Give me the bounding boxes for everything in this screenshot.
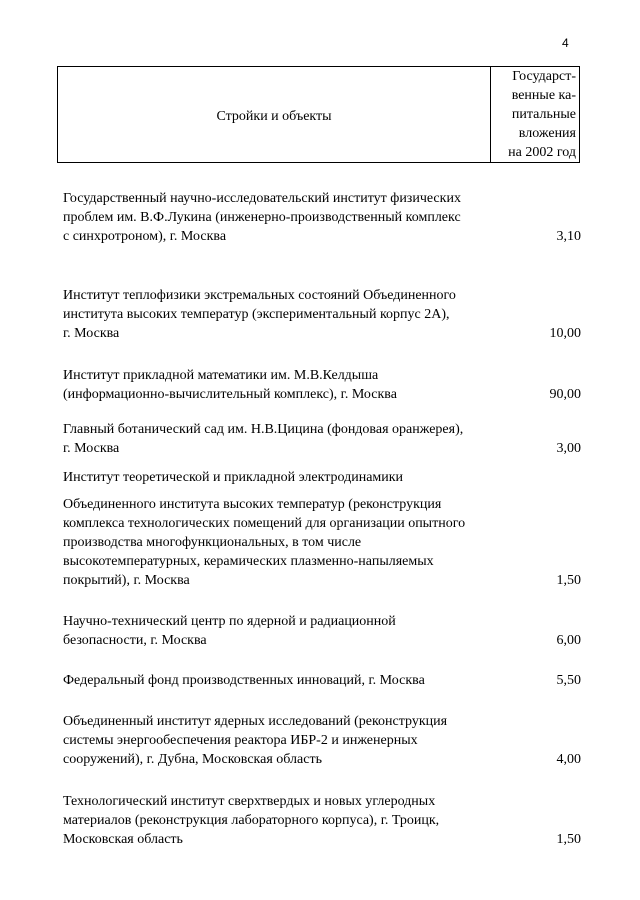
- row-name-line: Институт теоретической и прикладной электродинамики: [63, 470, 404, 485]
- header-value-line: на 2002 год: [508, 145, 576, 160]
- table-row: [63, 712, 581, 769]
- row-value: 3,10: [556, 229, 581, 244]
- header-value-line: венные ка-: [511, 88, 576, 103]
- table-row: [63, 189, 581, 246]
- row-value: 10,00: [549, 326, 581, 341]
- row-name: [63, 420, 503, 458]
- row-name-line: безопасности, г. Москва: [63, 633, 207, 648]
- row-name-line: (информационно-вычислительный комплекс), г. Москва: [63, 387, 397, 402]
- row-value: 1,50: [556, 832, 581, 847]
- row-name: [63, 612, 503, 650]
- row-name-line: г. Москва: [63, 441, 120, 456]
- row-value: 5,50: [556, 673, 581, 688]
- row-name-line: Государственный научно-исследовательский институт физических: [63, 191, 461, 206]
- row-name-line: г. Москва: [63, 326, 120, 341]
- row-value: 3,00: [556, 441, 581, 456]
- header-value-column: [491, 67, 579, 162]
- row-value: 90,00: [549, 387, 581, 402]
- header-value-line: питальные: [511, 107, 576, 122]
- row-name-line: Главный ботанический сад им. Н.В.Цицина (фондовая оранжерея),: [63, 422, 464, 437]
- row-name-line: Технологический институт сверхтвердых и новых углеродных: [63, 794, 436, 809]
- row-name: [63, 286, 503, 343]
- row-name-line: материалов (реконструкция лабораторного корпуса), г. Троицк,: [63, 813, 440, 828]
- table-header: [57, 66, 580, 163]
- row-name-line: Институт прикладной математики им. М.В.Келдыша: [63, 368, 379, 383]
- table-row: [63, 792, 581, 849]
- table-row: [63, 286, 581, 343]
- row-name: [63, 189, 503, 246]
- table-row: [63, 420, 581, 458]
- row-name-line: Объединенный институт ядерных исследований (реконструкция: [63, 714, 448, 729]
- row-name: [63, 366, 503, 404]
- page-number: 4: [562, 36, 569, 50]
- row-name-line: системы энергообеспечения реактора ИБР-2 и инженерных: [63, 733, 418, 748]
- row-name-line: высокотемпературных, керамических плазменно-напыляемых: [63, 554, 434, 569]
- row-name-line: Институт теплофизики экстремальных состояний Объединенного: [63, 288, 456, 303]
- row-name-line: института высоких температур (экспериментальный корпус 2А),: [63, 307, 450, 322]
- row-name-line: проблем им. В.Ф.Лукина (инженерно-производственный комплекс: [63, 210, 461, 225]
- header-value-line: Государст-: [512, 69, 576, 84]
- row-name-line: покрытий), г. Москва: [63, 573, 190, 588]
- table-row: [63, 612, 581, 650]
- table-row: [63, 671, 581, 690]
- row-value: 6,00: [556, 633, 581, 648]
- row-name-line: с синхротроном), г. Москва: [63, 229, 227, 244]
- row-value: 4,00: [556, 752, 581, 767]
- row-name-line: Федеральный фонд производственных инноваций, г. Москва: [63, 673, 425, 688]
- row-name-line: Научно-технический центр по ядерной и радиационной: [63, 614, 396, 629]
- header-name-column: Стройки и объекты: [58, 67, 491, 162]
- table-row: [63, 366, 581, 404]
- row-value: 1,50: [556, 573, 581, 588]
- row-name-line: Московская область: [63, 832, 183, 847]
- row-name-line: сооружений), г. Дубна, Московская область: [63, 752, 322, 767]
- row-name: [63, 792, 503, 849]
- table-row: [63, 468, 581, 590]
- header-value-line: вложения: [518, 126, 576, 141]
- row-name-line: производства многофункциональных, в том числе: [63, 535, 362, 550]
- row-name: [63, 712, 503, 769]
- row-name: [63, 671, 503, 690]
- row-name: [63, 468, 503, 590]
- row-name-line: комплекса технологических помещений для организации опытного: [63, 516, 466, 531]
- row-name-line: Объединенного института высоких температур (реконструкция: [63, 497, 442, 512]
